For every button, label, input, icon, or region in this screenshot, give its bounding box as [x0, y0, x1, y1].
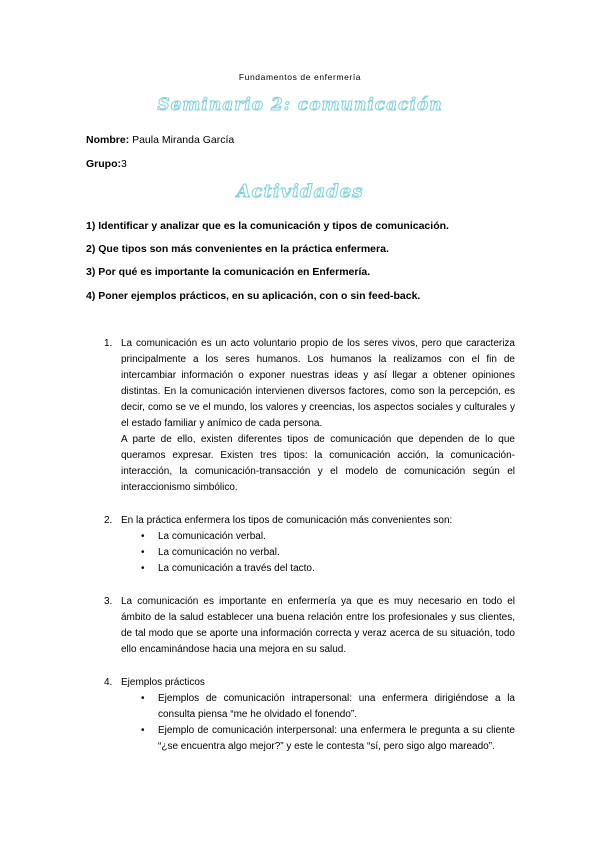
document-header: Fundamentos de enfermería — [238, 72, 362, 82]
answer-2-intro: En la práctica enfermera los tipos de comunicación más convenientes son: — [121, 515, 453, 526]
list-item-text: La comunicación verbal. — [158, 531, 266, 542]
list-item-text: Ejemplo de comunicación interpersonal: una enfermera le pregunta a su cliente “¿se encuentra algo mejor?” y este le contesta “sí, pero sigo algo mareado”. — [158, 725, 515, 752]
activity-2: 2) Que tipos son más convenientes en la práctica enfermera. — [86, 243, 389, 255]
bullet-icon: • — [141, 547, 145, 558]
answer-4-number: 4. — [104, 677, 113, 688]
bullet-icon: • — [141, 531, 145, 542]
list-item — [141, 691, 515, 723]
bullet-icon: • — [141, 563, 145, 574]
list-item — [141, 723, 515, 755]
document-title: Seminario 2: comunicación — [157, 95, 443, 115]
bullet-icon: • — [141, 725, 145, 736]
list-item-text: La comunicación no verbal. — [158, 547, 280, 558]
name-value: Paula Miranda García — [132, 134, 235, 146]
answer-3: La comunicación es importante en enfermería ya que es muy necesario en todo el ámbito de la salud establecer una buena relación entre los profesionales y sus clientes, de tal modo que se aporte una información correcta y veraz acerca de su situación, todo ello encaminándose hacia una mejora en su salud. — [121, 596, 515, 655]
activity-1: 1) Identificar y analizar que es la comunicación y tipos de comunicación. — [86, 220, 449, 232]
answer-4-intro: Ejemplos prácticos — [121, 677, 205, 688]
answer-2-number: 2. — [104, 515, 113, 526]
bullet-icon: • — [141, 693, 145, 704]
answer-2-list — [141, 529, 515, 577]
group-line — [86, 158, 127, 170]
answer-4-list — [141, 691, 515, 755]
group-label: Grupo: — [86, 158, 121, 170]
list-item — [141, 561, 515, 577]
answer-1 — [121, 336, 515, 496]
name-label: Nombre: — [86, 134, 130, 146]
answer-1-paragraph-a: La comunicación es un acto voluntario propio de los seres vivos, pero que caracteriza principalmente a los seres humanos. Los humanos la realizamos con el fin de intercambiar información o exponer nuestras ideas y así llegar a obtener opiniones distintas. En la comunicación intervienen diversos factores, como son la percepción, es decir, como se ve el mundo, los valores y creencias, los aspectos sociales y culturales y el estado familiar y anímico de cada persona. — [121, 338, 515, 429]
list-item-text: Ejemplos de comunicación intrapersonal: una enfermera dirigiéndose a la consulta piensa “me he olvidado el fonendo”. — [158, 693, 515, 720]
answer-1-paragraph-b: A parte de ello, existen diferentes tipos de comunicación que dependen de lo que queramos expresar. Existen tres tipos: la comunicación acción, la comunicación-interacción, la comunicación-transacción y el modelo de comunicación según el interaccionismo simbólico. — [121, 434, 515, 493]
answer-3-number: 3. — [104, 596, 113, 607]
answer-1-number: 1. — [104, 338, 113, 349]
activity-3: 3) Por qué es importante la comunicación en Enfermería. — [86, 266, 371, 278]
list-item — [141, 529, 515, 545]
list-item-text: La comunicación a través del tacto. — [158, 563, 315, 574]
activity-4: 4) Poner ejemplos prácticos, en su aplicación, con o sin feed-back. — [86, 290, 421, 302]
student-name-line — [86, 134, 234, 146]
activities-heading: Actividades — [236, 181, 364, 202]
group-value: 3 — [121, 158, 127, 170]
list-item — [141, 545, 515, 561]
